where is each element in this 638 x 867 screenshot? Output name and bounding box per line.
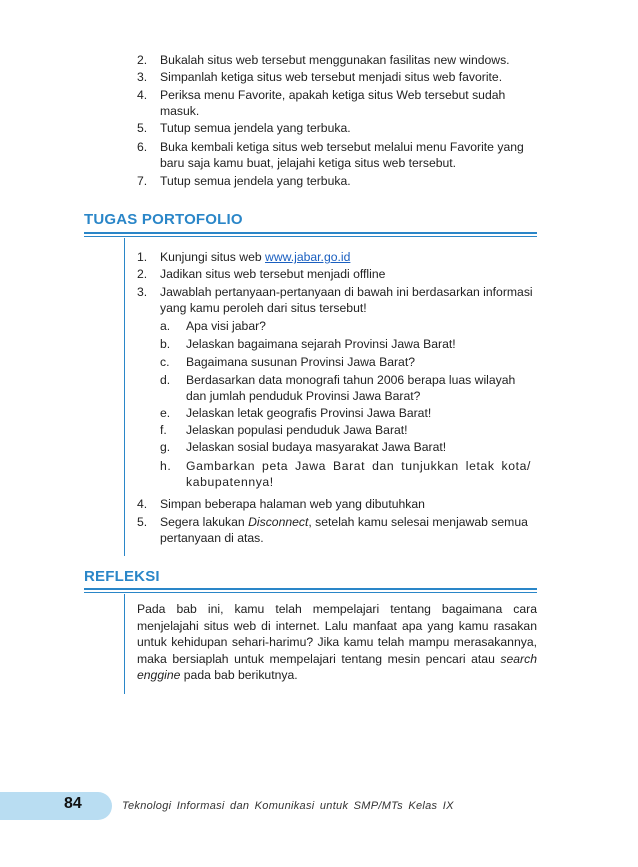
step-item	[137, 140, 537, 171]
task-number: 3.	[137, 285, 148, 299]
question-letter: f.	[160, 423, 167, 437]
task-text: Kunjungi situs web	[160, 250, 266, 264]
task-text: Simpan beberapa halaman web yang dibutuhkan	[160, 497, 425, 511]
task-text: Jadikan situs web tersebut menjadi offline	[160, 267, 386, 281]
refleksi-paragraph	[137, 601, 537, 684]
task-item-3	[137, 285, 537, 316]
question-item	[160, 373, 538, 404]
question-item	[160, 337, 538, 353]
section-margin-line	[124, 238, 125, 556]
step-text: Buka kembali ketiga situs web tersebut melalui menu Favorite yang baru saja kamu buat, jelajahi ketiga situs web tersebut.	[160, 140, 524, 170]
step-text: Simpanlah ketiga situs web tersebut menjadi situs web favorite.	[160, 70, 503, 84]
question-item	[160, 459, 538, 490]
question-letter: a.	[160, 319, 171, 333]
page-number: 84	[64, 795, 82, 812]
question-item	[160, 319, 538, 335]
question-item	[160, 440, 538, 456]
refleksi-emphasis: search enggine	[137, 651, 537, 682]
step-item	[137, 53, 537, 69]
heading-rule-thin	[84, 236, 537, 237]
question-letter: e.	[160, 406, 171, 420]
question-text: Apa visi jabar?	[186, 319, 266, 333]
question-text: Jelaskan letak geografis Provinsi Jawa Barat!	[186, 406, 432, 420]
heading-rule	[84, 588, 537, 590]
task-emphasis: Disconnect	[248, 515, 309, 529]
task-item-2	[137, 267, 537, 283]
task-item-1	[137, 250, 537, 266]
question-letter: b.	[160, 337, 171, 351]
task-text-suffix: , setelah kamu selesai menjawab semua pertanyaan di atas.	[160, 515, 528, 545]
step-item	[137, 70, 537, 86]
step-number: 2.	[137, 53, 148, 67]
task-item-4	[137, 497, 537, 513]
step-number: 7.	[137, 174, 148, 188]
question-text: Jelaskan populasi penduduk Jawa Barat!	[186, 423, 408, 437]
step-number: 3.	[137, 70, 148, 84]
book-title: Teknologi Informasi dan Komunikasi untuk SMP/MTs Kelas IX	[122, 800, 454, 812]
step-text: Periksa menu Favorite, apakah ketiga situs Web tersebut sudah masuk.	[160, 88, 506, 118]
section-margin-line	[124, 594, 125, 694]
step-text: Bukalah situs web tersebut menggunakan fasilitas new windows.	[160, 53, 510, 67]
task-number: 4.	[137, 497, 148, 511]
step-item	[137, 174, 537, 190]
question-letter: h.	[160, 459, 172, 473]
task-number: 1.	[137, 250, 148, 264]
task-item-5	[137, 515, 537, 546]
heading-rule-thin	[84, 592, 537, 593]
question-item	[160, 423, 538, 439]
question-letter: d.	[160, 373, 171, 387]
step-text: Tutup semua jendela yang terbuka.	[160, 121, 351, 135]
task-text: Segera lakukan	[160, 515, 249, 529]
question-letter: c.	[160, 355, 170, 369]
step-item	[137, 121, 537, 137]
task-number: 5.	[137, 515, 148, 529]
task-number: 2.	[137, 267, 148, 281]
question-letter: g.	[160, 440, 171, 454]
question-text: Gambarkan peta Jawa Barat dan tunjukkan letak kota/ kabupatennya!	[186, 459, 531, 489]
section-heading-refleksi: REFLEKSI	[84, 568, 160, 585]
question-item	[160, 406, 538, 422]
question-text: Jelaskan bagaimana sejarah Provinsi Jawa Barat!	[186, 337, 456, 351]
heading-rule	[84, 232, 537, 234]
step-number: 4.	[137, 88, 148, 102]
step-item	[137, 88, 537, 119]
refleksi-text: Pada bab ini, kamu telah mempelajari tentang bagaimana cara menjelajahi situs web di internet. Lalu manfaat apa yang kamu rasakan untuk kehidupan sehari-harimu? Jika kamu telah mampu merasakannya, maka bersiaplah untuk mempelajari tentang mesin pencari atau	[137, 602, 537, 666]
step-number: 5.	[137, 121, 148, 135]
step-number: 6.	[137, 140, 148, 154]
question-text: Berdasarkan data monografi tahun 2006 berapa luas wilayah dan jumlah penduduk Provinsi Jawa Barat?	[186, 373, 516, 403]
question-text: Bagaimana susunan Provinsi Jawa Barat?	[186, 355, 415, 369]
question-text: Jelaskan sosial budaya masyarakat Jawa Barat!	[186, 440, 447, 454]
jabar-website-link[interactable]: www.jabar.go.id	[265, 250, 351, 264]
refleksi-text-end: pada bab berikutnya.	[180, 668, 298, 682]
question-item	[160, 355, 538, 371]
section-heading-tugas-portofolio: TUGAS PORTOFOLIO	[84, 211, 243, 228]
task-text: Jawablah pertanyaan-pertanyaan di bawah ini berdasarkan informasi yang kamu peroleh dari situs tersebut!	[160, 285, 533, 315]
step-text: Tutup semua jendela yang terbuka.	[160, 174, 351, 188]
footer-page-tab	[0, 792, 112, 820]
